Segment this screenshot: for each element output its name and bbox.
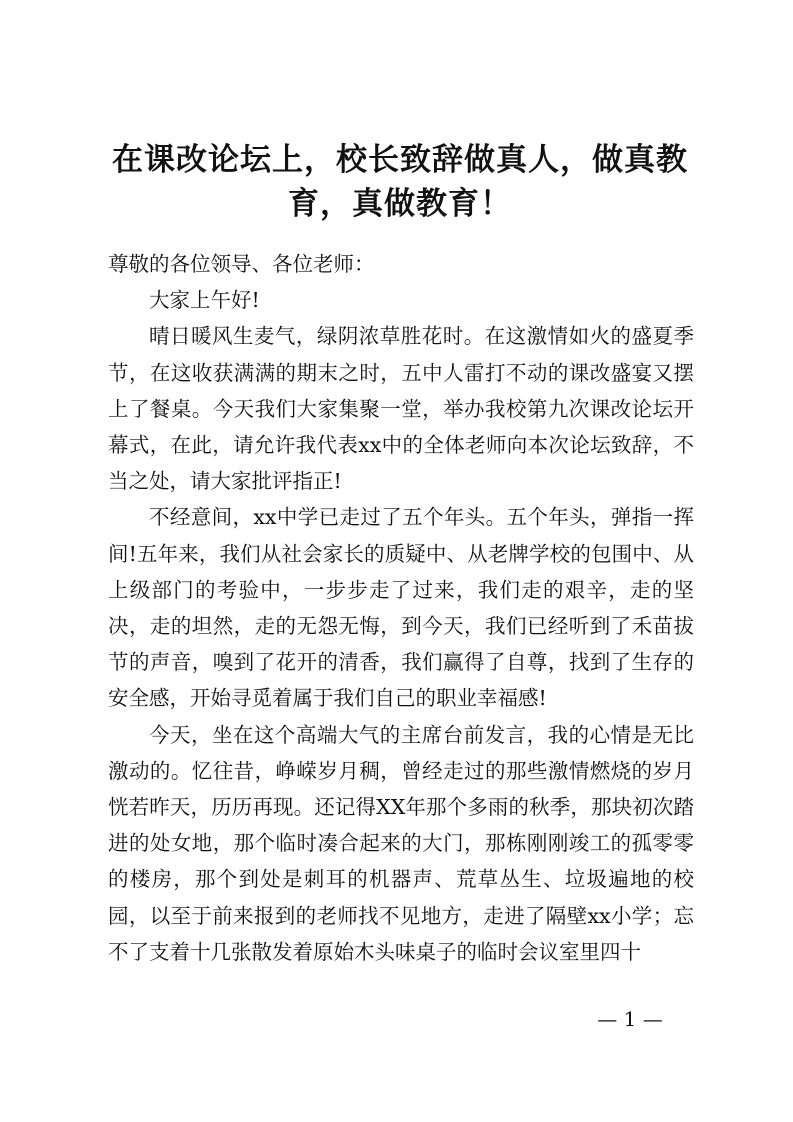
paragraph-greeting: 大家上午好! — [149, 288, 260, 313]
page-number: — 1 — — [597, 1007, 663, 1031]
paragraph-opening: 晴日暖风生麦气，绿阴浓草胜花时。在这激情如火的盛夏季节，在这收获满满的期末之时，五中人雷打不动的课改盛宴又摆上了餐桌。今天我们大家集聚一堂，举办我校第九次课改论坛开幕式，在此，请允许我代表xx中的全体老师向本次论坛致辞，不当之处，请大家批评指正! — [108, 324, 694, 494]
paragraph-recollection: 今天，坐在这个高端大气的主席台前发言，我的心情是无比激动的。忆往昔，峥嵘岁月稠，曾经走过的那些激情燃烧的岁月恍若昨天，历历再现。还记得XX年那个多雨的秋季，那块初次踏进的处女地，那个临时凑合起来的大门，那栋刚刚竣工的孤零零的楼房，那个到处是刺耳的机器声、荒草丛生、垃圾遍地的校园，以至于前来报到的老师找不见地方，走进了隔壁xx小学；忘不了支着十几张散发着原始木头味桌子的临时会议室里四十 — [108, 722, 694, 964]
document-title: 在课改论坛上，校长致辞做真人，做真教育，真做教育！ — [112, 142, 688, 222]
salutation: 尊敬的各位领导、各位老师： — [108, 252, 375, 276]
paragraph-five-years: 不经意间，xx中学已走过了五个年头。五个年头，弹指一挥间!五年来，我们从社会家长的质疑中、从老牌学校的包围中、从上级部门的考验中，一步步走了过来，我们走的艰辛，走的坚决，走的坦然，走的无怨无悔，到今天，我们已经听到了禾苗拔节的声音，嗅到了花开的清香，我们赢得了自尊，找到了生存的安全感，开始寻觅着属于我们自己的职业幸福感! — [108, 505, 694, 711]
document-body — [108, 246, 694, 970]
